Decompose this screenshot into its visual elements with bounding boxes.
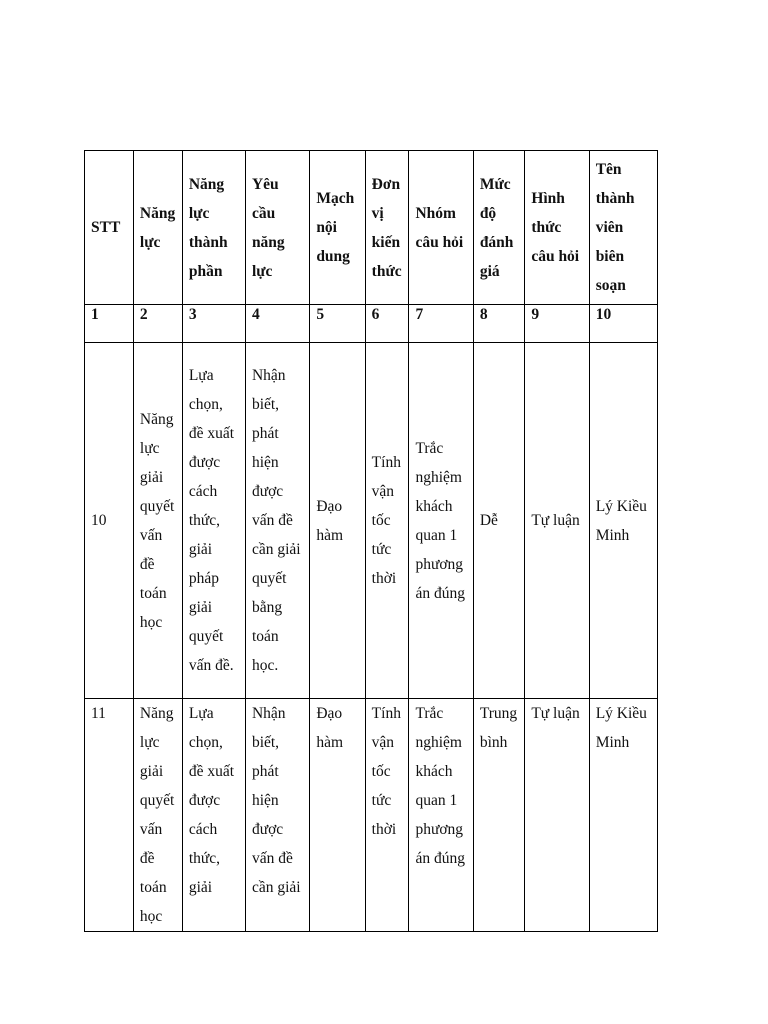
header-muc-do-danh-gia: Mức độ đánh giá	[473, 151, 525, 305]
header-yeu-cau-nang-luc: Yêu cầu năng lực	[245, 151, 309, 305]
cell-nang-luc-thanh-phan: Lựa chọn, đề xuất được cách thức, giải pháp giải quyết vấn đề.	[182, 343, 245, 699]
cell-muc-do: Trung bình	[473, 699, 525, 932]
header-nang-luc: Năng lực	[133, 151, 182, 305]
column-number: 9	[525, 305, 589, 343]
header-stt: STT	[85, 151, 134, 305]
table-header-row	[85, 151, 658, 305]
column-number: 4	[245, 305, 309, 343]
column-number: 2	[133, 305, 182, 343]
cell-nhom-cau-hoi: Trắc nghiệm khách quan 1 phương án đúng	[409, 699, 473, 932]
cell-nang-luc: Năng lực giải quyết vấn đề toán học	[133, 699, 182, 932]
cell-mach-noi-dung: Đạo hàm	[310, 343, 365, 699]
question-matrix-table	[84, 150, 658, 932]
cell-don-vi: Tính vận tốc tức thời	[365, 343, 409, 699]
table-row	[85, 343, 658, 699]
cell-nang-luc: Năng lực giải quyết vấn đề toán học	[133, 343, 182, 699]
cell-stt: 10	[85, 343, 134, 699]
header-don-vi-kien-thuc: Đơn vị kiến thức	[365, 151, 409, 305]
column-number: 3	[182, 305, 245, 343]
cell-don-vi: Tính vận tốc tức thời	[365, 699, 409, 932]
header-hinh-thuc-cau-hoi: Hình thức câu hỏi	[525, 151, 589, 305]
column-number: 10	[589, 305, 657, 343]
cell-yeu-cau: Nhận biết, phát hiện được vấn đề cần giải	[245, 699, 309, 932]
cell-hinh-thuc: Tự luận	[525, 343, 589, 699]
header-mach-noi-dung: Mạch nội dung	[310, 151, 365, 305]
header-ten-thanh-vien: Tên thành viên biên soạn	[589, 151, 657, 305]
cell-hinh-thuc: Tự luận	[525, 699, 589, 932]
column-number: 7	[409, 305, 473, 343]
cell-muc-do: Dễ	[473, 343, 525, 699]
header-nhom-cau-hoi: Nhóm câu hỏi	[409, 151, 473, 305]
column-number: 8	[473, 305, 525, 343]
cell-nhom-cau-hoi: Trắc nghiệm khách quan 1 phương án đúng	[409, 343, 473, 699]
column-number: 1	[85, 305, 134, 343]
cell-ten-thanh-vien: Lý Kiều Minh	[589, 699, 657, 932]
cell-nang-luc-thanh-phan: Lựa chọn, đề xuất được cách thức, giải	[182, 699, 245, 932]
cell-stt: 11	[85, 699, 134, 932]
header-nang-luc-thanh-phan: Năng lực thành phần	[182, 151, 245, 305]
table-row	[85, 699, 658, 932]
column-number-row	[85, 305, 658, 343]
cell-yeu-cau: Nhận biết, phát hiện được vấn đề cần giải quyết bằng toán học.	[245, 343, 309, 699]
cell-ten-thanh-vien: Lý Kiều Minh	[589, 343, 657, 699]
column-number: 5	[310, 305, 365, 343]
column-number: 6	[365, 305, 409, 343]
cell-mach-noi-dung: Đạo hàm	[310, 699, 365, 932]
